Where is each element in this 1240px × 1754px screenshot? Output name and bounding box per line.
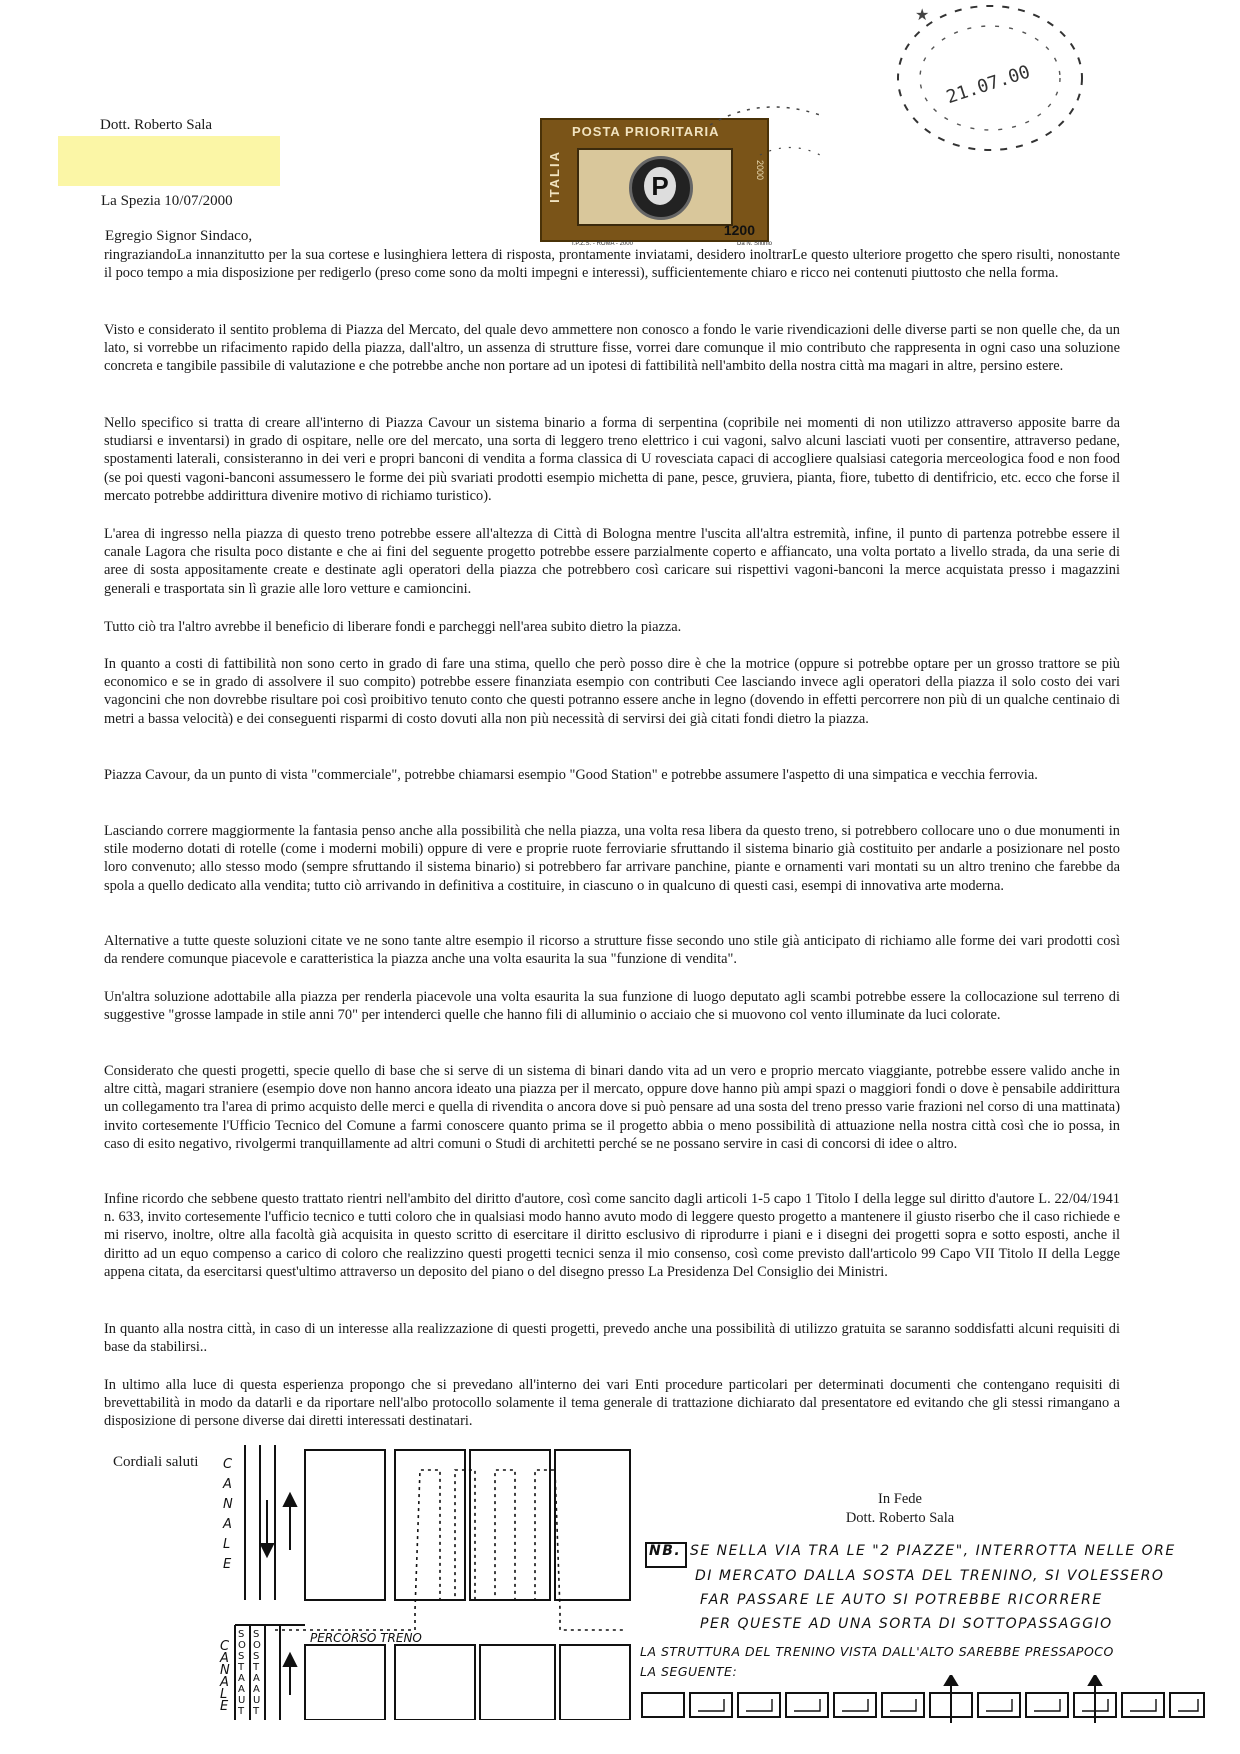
sosta-letter: A	[253, 1684, 260, 1695]
train-top-view-sketch	[640, 1675, 1210, 1725]
canale-top-letter: L	[223, 1537, 231, 1552]
sosta-letter: S	[253, 1629, 260, 1640]
sosta-letter: S	[238, 1629, 245, 1640]
paragraph-5: Tutto ciò tra l'altro avrebbe il beneficio di liberare fondi e parcheggi nell'area subito dietro la piazza.	[104, 619, 682, 635]
paragraph-13: In quanto alla nostra città, in caso di un interesse alla realizzazione di questi progetti, prevedo anche una possibilità di utilizzo gratuita se saranno soddisfatti alcuni requisiti di base da stabilirsi..	[104, 1321, 1120, 1356]
paragraph-9: Alternative a tutte queste soluzioni citate ve ne sono tante altre esempio il ricorso a strutture fisse secondo uno stile già anticipato di richiamo alle forme dei vari prodotti così da rendere comunque piacevole e caratteristica la piazza anche una volta esaurita la sua "funzione di vendita".	[104, 933, 1120, 968]
paragraph-11: Considerato che questi progetti, specie quello di base che si serve di un sistema di binari dando vita ad un vero e proprio mercato viaggiante, potrebbe essere valido anche in altre città, magari straniere (esempio dove non hanno ancora ideato una piazza per il mercato, oppure dove hanno più ampi spazi o maggiori fondi o dove è pensabile addirittura un collegamento tra l'area di primo acquisto delle merci e quella di rivendita o ancora dove si può pensare ad una sosta del treno presso varie frazioni nel corso di una mattinata) invito cortesemente l'Ufficio Tecnico del Comune a farmi conoscere quanto prima se il progetto abbia o meno possibilità di attuazione nella nostra città così che io possa, in caso di esito negativo, rivolgermi tranquillamente ad altri comuni o Studi di architetti perché se ne possano servire in casi di concorsi di idee o altro.	[104, 1063, 1120, 1152]
note-line-6: LA SEGUENTE:	[640, 1664, 738, 1679]
canale-bottom-letter: A	[220, 1675, 229, 1690]
sosta-letter: T	[253, 1706, 260, 1717]
priority-p-letter: P	[644, 167, 676, 205]
signature-line-2: Dott. Roberto Sala	[845, 1510, 955, 1526]
canale-bottom-letter: L	[220, 1687, 228, 1702]
note-line-3: FAR PASSARE LE AUTO SI POTREBBE RICORRERE	[700, 1592, 1103, 1608]
note-line-2: DI MERCATO DALLA SOSTA DEL TRENINO, SI VOLESSERO	[695, 1568, 1165, 1584]
stamp-print-left: I.P.Z.S. - ROMA - 2000	[572, 241, 633, 247]
paragraph-14: In ultimo alla luce di questa esperienza propongo che si prevedano all'interno dei vari Enti procedure particolari per determinati documenti che contengano requisiti di brevettabilità in modo da datarli e da riportare nell'albo protocollo solamente il tema generale di trattazione dichiarato dal presentatore ed evitando che gli stessi rimangano a disposizione di persone diverse dai diretti interessati destinatari.	[104, 1377, 1120, 1430]
paragraph-10: Un'altra soluzione adottabile alla piazza per renderla piacevole una volta esaurita la sua funzione di luogo deputato agli scambi potrebbe essere la collocazione sul terreno di suggestive "grosse lampade in stile anni 70" per intenderci quelle che hanno fili di alluminio o acciaio che si muovono col vento illuminate da luci colorate.	[104, 989, 1120, 1024]
note-line-5: LA STRUTTURA DEL TRENINO VISTA DALL'ALTO SAREBBE PRESSAPOCO	[640, 1644, 1114, 1659]
canale-top-letter: E	[223, 1557, 232, 1572]
sosta-letter: A	[253, 1673, 260, 1684]
paragraph-7: Piazza Cavour, da un punto di vista "commerciale", potrebbe chiamarsi esempio "Good Station" e potrebbe assumere l'aspetto di una simpatica e vecchia ferrovia.	[104, 767, 1038, 783]
sosta-letter: U	[253, 1695, 261, 1706]
sosta-letter: T	[238, 1662, 245, 1673]
note-line-4: PER QUESTE AD UNA SORTA DI SOTTOPASSAGGIO	[700, 1616, 1113, 1632]
canale-bottom-letter: E	[220, 1699, 229, 1714]
canale-top-letter: C	[223, 1457, 233, 1472]
sosta-letter: A	[238, 1673, 245, 1684]
canale-top-letter: N	[223, 1497, 233, 1512]
paragraph-2: Visto e considerato il sentito problema di Piazza del Mercato, del quale devo ammettere non conosco a fondo le varie rivendicazioni delle diverse parti se non quelle che, da un lato, si vorrebbe un rifacimento rapido della piazza, dall'altro, un assenza di strutture fisse, vorrei dare comunque il mio contributo che rappresenta in ogni caso una soluzione concreta e tangibile passibile di valutazione e che potrebbe anche non portare ad un ipotesi di fattibilità nell'ambito della nostra città ma magari in altre, persino estere.	[104, 322, 1120, 375]
sosta-letter: S	[238, 1651, 245, 1662]
canale-top-letter: A	[223, 1517, 232, 1532]
stamp-value: 1200	[723, 222, 755, 238]
signature-line-1: In Fede	[878, 1491, 922, 1507]
paragraph-1: ringraziandoLa innanzitutto per la sua cortese e lusinghiera lettera di risposta, prontamente inviatami, desidero inoltrarLe questo ulteriore progetto che spero risulti, nonostante il poco tempo a mia disposizione per redigerlo (preso come sono da molti impegni e interessi), sufficientemente chiaro e ricco nei contenuti piuttosto che nella forma.	[104, 247, 1120, 282]
paragraph-3: Nello specifico si tratta di creare all'interno di Piazza Cavour un sistema binario a forma di serpentina (copribile nei momenti di non utilizzo attraverso apposite barre da studiarsi e inventarsi) in grado di ospitare, nelle ore del mercato, una sorta di leggero treno elettrico i cui vagoni, salvo alcuni lasciati vuoti per consentire, attraverso pedane, spostamenti laterali, consisteranno in dei veri e propri banconi di vendita a forma classica di U rovesciata capaci di accogliere qualsiasi categoria merceologica food e non food (se poi questi vagoni-banconi assumessero le forme dei più svariati prodotti esempio michetta di pane, pesce, gruviera, pianta, fiore, tubetto di dentifricio, etc. ecco che forse il mercato potrebbe addirittura divenire motivo di richiamo turistico).	[104, 415, 1120, 504]
percorso-treno-label: PERCORSO TRENO	[310, 1631, 422, 1645]
stamp-print-right: Da N. Sfitinio	[736, 241, 772, 247]
sosta-letter: T	[238, 1706, 245, 1717]
paragraph-8: Lasciando correre maggiormente la fantasia penso anche alla possibilità che nella piazza, una volta resa libera da questo treno, si potrebbero collocare uno o due monumenti in stile moderno dotati di rotelle (come i moderni mobili) oppure di vere e proprie ruote ferroviarie sfruttando il sistema binario già costituito per andarle a posizionare nel posto loro convenuto; allo stesso modo (sempre sfruttando il sistema binario) si potrebbero far arrivare panchine, piante e ornamenti vari montati su un altro trenino che farebbe da spola a quello dedicato alla vendita; tutto ciò arrivando in definitiva a costituire, in ciascuno o in qualcuno di questi casi, esempi di innovativa arte moderna.	[104, 823, 1120, 894]
canale-bottom-letter: C	[220, 1639, 230, 1654]
sosta-letter: O	[238, 1640, 246, 1651]
closing: Cordiali saluti	[113, 1454, 199, 1470]
paragraph-4: L'area di ingresso nella piazza di questo treno potrebbe essere all'altezza di Città di Bologna mentre l'uscita all'altra estremità, infine, il punto di partenza potrebbe essere il canale Lagora che risulta poco distante e che ai fini del seguente progetto potrebbe essere parzialmente coperto e affiancato, una volta portato a livello strada, da una serie di aree di sosta appositamente create e destinate agli operatori della piazza che potrebbero così caricare sui rispettivi vagoni-banconi la merce acquistata presso i magazzini generali e trasportata sin lì grazie alle loro vetture e camioncini.	[104, 526, 1120, 597]
salutation: Egregio Signor Sindaco,	[105, 228, 253, 244]
paragraph-6: In quanto a costi di fattibilità non sono certo in grado di fare una stima, quello che però posso dire è che la motrice (oppure si potrebbe optare per un grosso trattore se più economico e se in grado di assolvere il suo compito) potrebbe essere finanziata esempio con contributi Cee lasciando invece agli operatori della piazza il solo costo dei vari vagoncini che non dovrebbe risultare poi così proibitivo tenuto conto che questi potranno essere anche in legno (dovendo in effetti percorrere non più di un qualche centinaio di metri a bassa velocità) e dei conseguenti risparmi di costo dovuti alla non più necessità di servirsi dei già citati fondi dietro la piazza.	[104, 656, 1120, 727]
priority-p-icon	[629, 156, 693, 220]
piazza-sketch	[215, 1440, 635, 1720]
redacted-address-highlight	[58, 136, 280, 186]
stamp-top-text: POSTA PRIORITARIA	[572, 124, 720, 139]
paragraph-12: Infine ricordo che sebbene questo trattato rientri nell'ambito del diritto d'autore, così come sancito dagli articoli 1-5 capo 1 Titolo I della legge sul diritto d'autore L. 22/04/1941 n. 633, invito cortesemente l'ufficio tecnico e tutti coloro che in qualsiasi modo hanno avuto modo di leggere questo progetto a mantenere il giusto riserbo che il caso richiede e mi riservo, inoltre, oltre alla facoltà già acquisita in questo scritto di esercitare il diritto esclusivo di riprodurre i piani e i disegni dei progetti sopra e sotto esposti, anche il diritto ad un equo compenso a carico di coloro che realizzino questi progetti tecnici senza il mio consenso, così come previsto dall'articolo 99 Capo VII Titolo II della Legge appena citata, da esercitarsi quest'ultimo attraverso un deposito del piano o del disegno presso La Presidenza Del Consiglio dei Ministri.	[104, 1191, 1120, 1280]
sosta-letter: A	[238, 1684, 245, 1695]
canale-bottom-letter: A	[220, 1651, 229, 1666]
stamp-side-text: ITALIA	[547, 150, 562, 203]
sosta-letter: O	[253, 1640, 261, 1651]
postmark-date: 21.07.00	[943, 61, 1033, 109]
sosta-letter: T	[253, 1662, 260, 1673]
canale-top-letter: A	[223, 1477, 232, 1492]
nb-label: NB.	[649, 1543, 682, 1559]
note-line-1: SE NELLA VIA TRA LE "2 PIAZZE", INTERROTTA NELLE ORE	[690, 1543, 1176, 1559]
svg-text:★: ★	[915, 5, 930, 24]
signature	[800, 1490, 1000, 1528]
canale-bottom-letter: N	[220, 1663, 230, 1678]
postmark	[880, 0, 1120, 170]
sender-name: Dott. Roberto Sala	[100, 117, 213, 133]
postmark-trail	[700, 95, 840, 185]
sosta-letter: S	[253, 1651, 260, 1662]
stamp-year: 2000	[755, 160, 765, 181]
place-date: La Spezia 10/07/2000	[101, 193, 233, 209]
sosta-letter: U	[238, 1695, 246, 1706]
